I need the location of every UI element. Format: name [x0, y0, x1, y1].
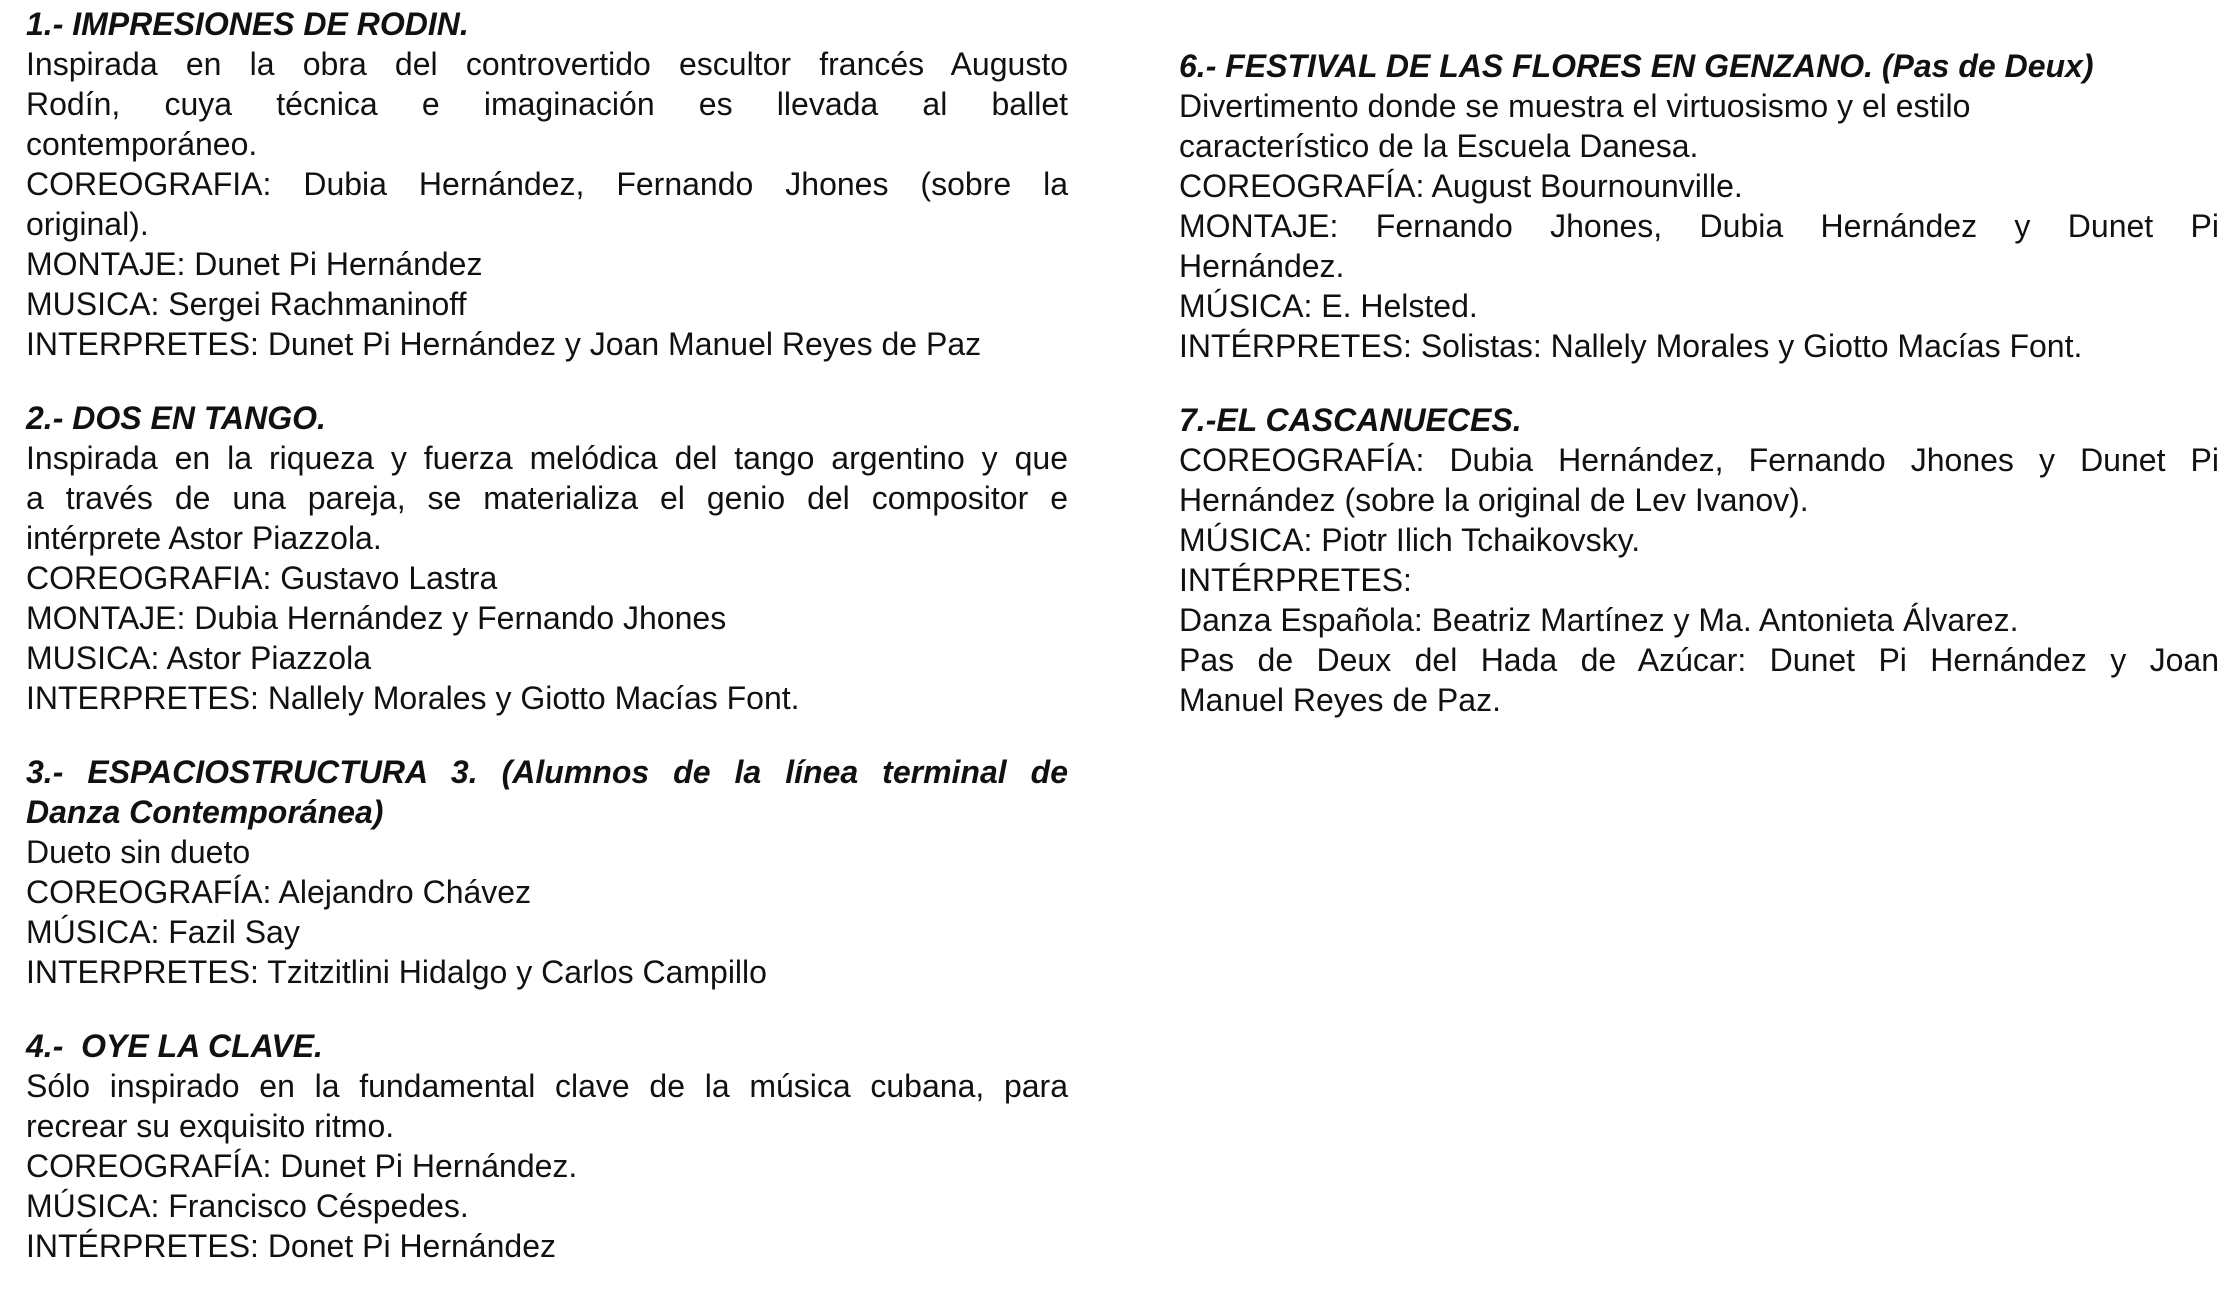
item-performers: Manuel Reyes de Paz.: [1179, 682, 1501, 718]
item-description: Divertimento donde se muestra el virtuosismo y el estilo: [1179, 88, 1971, 124]
item-performers: INTÉRPRETES: Donet Pi Hernández: [26, 1228, 556, 1264]
item-title: 4.- OYE LA CLAVE.: [26, 1028, 323, 1064]
item-staging: Hernández.: [1179, 248, 1345, 284]
item-title: 3.- ESPACIOSTRUCTURA 3. (Alumnos de la línea terminal de: [26, 754, 1068, 790]
item-description: Sólo inspirado en la fundamental clave de la música cubana, para: [26, 1068, 1068, 1104]
program-item-7: [1179, 400, 2219, 720]
item-title: 6.- FESTIVAL DE LAS FLORES EN GENZANO. (Pas de Deux): [1179, 48, 2094, 84]
item-description: Dueto sin dueto: [26, 834, 251, 870]
item-title: 1.- IMPRESIONES DE RODIN.: [26, 6, 469, 42]
item-description: Rodín, cuya técnica e imaginación es llevada al ballet: [26, 86, 1068, 122]
right-column: [1179, 0, 2219, 720]
item-performers: INTÉRPRETES: Solistas: Nallely Morales y Giotto Macías Font.: [1179, 328, 2083, 364]
item-music: MUSICA: Astor Piazzola: [26, 640, 371, 676]
item-performers: INTERPRETES: Tzitzitlini Hidalgo y Carlos Campillo: [26, 954, 767, 990]
item-title: 2.- DOS EN TANGO.: [26, 400, 326, 436]
item-title: Danza Contemporánea): [26, 794, 384, 830]
item-description: característico de la Escuela Danesa.: [1179, 128, 1699, 164]
spacer: [26, 992, 1068, 1026]
program-item-4: [26, 1026, 1068, 1266]
item-description: a través de una pareja, se materializa el genio del compositor e: [26, 480, 1068, 516]
item-music: MÚSICA: E. Helsted.: [1179, 288, 1478, 324]
spacer: [26, 364, 1068, 398]
item-description: Inspirada en la obra del controvertido escultor francés Augusto: [26, 46, 1068, 82]
item-choreography: COREOGRAFÍA: Dubia Hernández, Fernando Jhones y Dunet Pi: [1179, 442, 2219, 478]
item-description: contemporáneo.: [26, 126, 258, 162]
item-choreography: original).: [26, 206, 149, 242]
item-description: recrear su exquisito ritmo.: [26, 1108, 395, 1144]
item-performers: Danza Española: Beatriz Martínez y Ma. Antonieta Álvarez.: [1179, 602, 2019, 638]
left-column: [26, 0, 1068, 1266]
item-choreography: COREOGRAFIA: Gustavo Lastra: [26, 560, 498, 596]
item-staging: MONTAJE: Fernando Jhones, Dubia Hernández y Dunet Pi: [1179, 208, 2219, 244]
item-choreography: COREOGRAFÍA: Dunet Pi Hernández.: [26, 1148, 578, 1184]
item-staging: MONTAJE: Dunet Pi Hernández: [26, 246, 483, 282]
item-choreography: Hernández (sobre la original de Lev Ivanov).: [1179, 482, 1809, 518]
item-choreography: COREOGRAFIA: Dubia Hernández, Fernando Jhones (sobre la: [26, 166, 1068, 202]
item-music: MÚSICA: Francisco Céspedes.: [26, 1188, 469, 1224]
spacer: [26, 718, 1068, 752]
spacer: [1179, 366, 2219, 400]
item-performers: Pas de Deux del Hada de Azúcar: Dunet Pi Hernández y Joan: [1179, 642, 2219, 678]
item-performers: INTERPRETES: Dunet Pi Hernández y Joan Manuel Reyes de Paz: [26, 326, 982, 362]
program-item-6: [1179, 0, 2219, 366]
item-title: 7.-EL CASCANUECES.: [1179, 402, 1522, 438]
item-description: Inspirada en la riqueza y fuerza melódica del tango argentino y que: [26, 440, 1068, 476]
program-item-1: [26, 0, 1068, 364]
item-staging: MONTAJE: Dubia Hernández y Fernando Jhones: [26, 600, 727, 636]
item-choreography: COREOGRAFÍA: August Bournounville.: [1179, 168, 1743, 204]
program-item-2: [26, 398, 1068, 718]
item-music: MUSICA: Sergei Rachmaninoff: [26, 286, 467, 322]
item-performers-label: INTÉRPRETES:: [1179, 562, 1412, 598]
item-music: MÚSICA: Piotr Ilich Tchaikovsky.: [1179, 522, 1641, 558]
item-music: MÚSICA: Fazil Say: [26, 914, 300, 950]
item-performers: INTERPRETES: Nallely Morales y Giotto Macías Font.: [26, 680, 800, 716]
program-item-3: [26, 752, 1068, 992]
item-description: intérprete Astor Piazzola.: [26, 520, 382, 556]
item-choreography: COREOGRAFÍA: Alejandro Chávez: [26, 874, 532, 910]
